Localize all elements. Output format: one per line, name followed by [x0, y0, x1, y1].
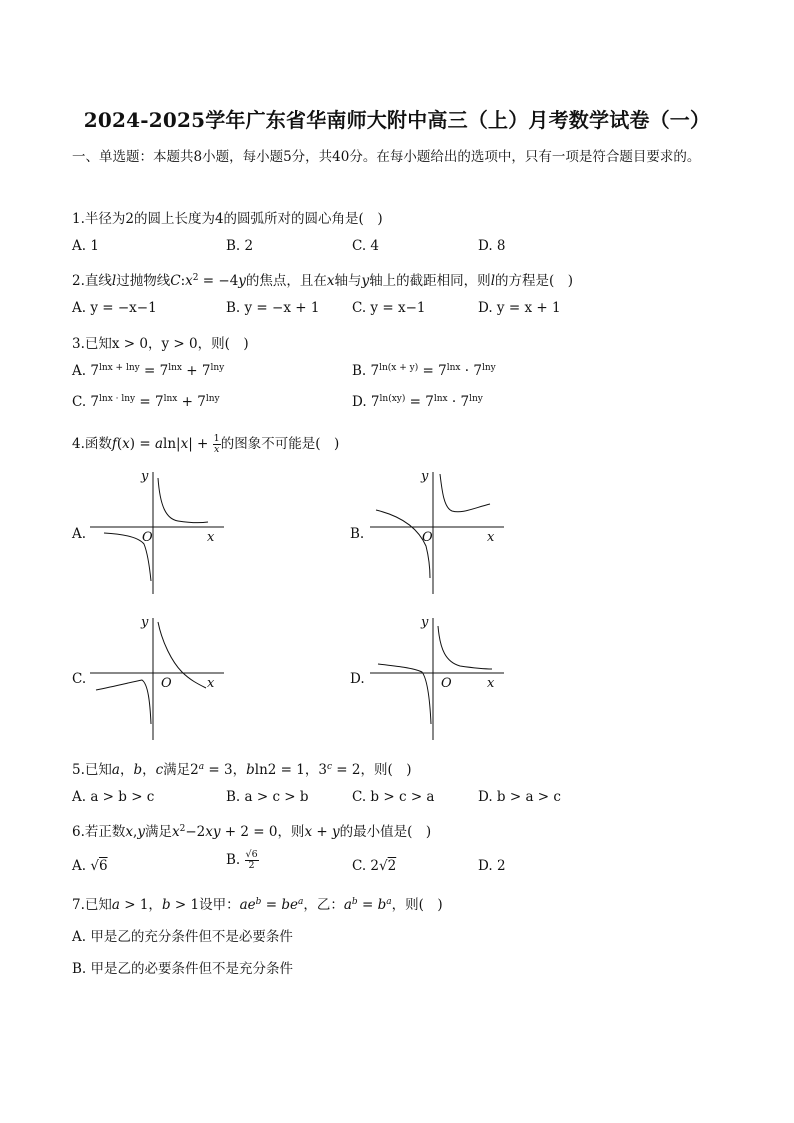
question-3-stem: 3.已知x > 0，y > 0，则( )	[72, 336, 249, 352]
q4-label-b: B.	[350, 526, 365, 542]
question-4-stem: 4.函数f(x) = aln|x| + $\frac{1}{x}$ 的图象不可能是( )	[72, 433, 340, 455]
exam-title: 2024-2025学年广东省华南师大附中高三（上）月考数学试卷（一）	[83, 108, 711, 132]
q7-option-b: B. 甲是乙的必要条件但不是充分条件	[72, 961, 294, 977]
q6-option-c: C. 2√2	[352, 858, 397, 874]
graph-d-x-label: x	[487, 676, 495, 691]
q4-label-c: C.	[72, 671, 87, 687]
graph-c-origin-label: O	[161, 676, 172, 691]
graph-b-y-label: y	[421, 469, 429, 484]
q6-option-d: D. 2	[478, 858, 506, 874]
q2-option-b: B. y = −x + 1	[226, 300, 320, 316]
q6-option-b: B. $\frac{√6}{2}$	[226, 849, 258, 871]
graph-b-x-label: x	[487, 530, 495, 545]
q6-option-a: A. √6	[72, 858, 108, 874]
graph-d-origin-label: O	[441, 676, 452, 691]
q5-option-b: B. a > c > b	[226, 789, 309, 805]
q2-option-c: C. y = x−1	[352, 300, 426, 316]
q3-option-a: A. $7^{lnx + lny} = 7^{lnx} + 7^{lny}$	[72, 363, 225, 379]
q4-label-d: D.	[350, 671, 365, 687]
graph-b-origin-label: O	[422, 530, 433, 545]
q7-option-a: A. 甲是乙的充分条件但不是必要条件	[72, 929, 293, 945]
section-heading: 一、单选题：本题共8小题，每小题5分，共40分。在每小题给出的选项中，只有一项是符合题目要求的。	[72, 149, 701, 165]
q1-option-c: C. 4	[352, 238, 380, 254]
question-5-stem: 5.已知a，b，c满足$2^a = 3$，bln2 = 1，$3^c = 2$，则( )	[72, 762, 412, 778]
q4-label-a: A.	[72, 526, 87, 542]
q5-option-d: D. b > a > c	[478, 789, 561, 805]
q2-option-a: A. y = −x−1	[72, 300, 157, 316]
q4-graph-a	[86, 466, 226, 596]
q4-graph-d	[366, 612, 506, 742]
question-6-stem: 6.若正数x,y满足$x^2-2xy + 2 = 0$，则x + y的最小值是( )	[72, 824, 432, 840]
graph-d-y-label: y	[421, 615, 429, 630]
q1-option-b: B. 2	[226, 238, 254, 254]
question-1-stem: 1.半径为2的圆上长度为4的圆弧所对的圆心角是( )	[72, 211, 383, 227]
graph-a-origin-label: O	[142, 530, 153, 545]
q3-option-b: B. $7^{ln(x + y)} = 7^{lnx} \cdot 7^{lny}$	[352, 363, 496, 379]
question-2-stem: 2.直线l过抛物线$C:x^2 = -4y$的焦点，且在x轴与y轴上的截距相同，则l的方程是( )	[72, 273, 574, 289]
q1-option-d: D. 8	[478, 238, 506, 254]
q5-option-a: A. a > b > c	[72, 789, 155, 805]
question-7-stem: 7.已知a > 1，b > 1设甲：$ae^b = be^a$，乙：$a^b = b^a$，则( )	[72, 897, 443, 913]
graph-a-y-label: y	[141, 469, 149, 484]
q4-graph-c	[86, 612, 226, 742]
q1-option-a: A. 1	[72, 238, 99, 254]
graph-a-x-label: x	[207, 530, 215, 545]
q5-option-c: C. b > c > a	[352, 789, 435, 805]
graph-c-y-label: y	[141, 615, 149, 630]
q3-option-d: D. $7^{ln(xy)} = 7^{lnx} \cdot 7^{lny}$	[352, 394, 483, 410]
q3-option-c: C. $7^{lnx \cdot lny} = 7^{lnx} + 7^{lny}$	[72, 394, 220, 410]
q2-option-d: D. y = x + 1	[478, 300, 561, 316]
q4-graph-b	[366, 466, 506, 596]
graph-c-x-label: x	[207, 676, 215, 691]
